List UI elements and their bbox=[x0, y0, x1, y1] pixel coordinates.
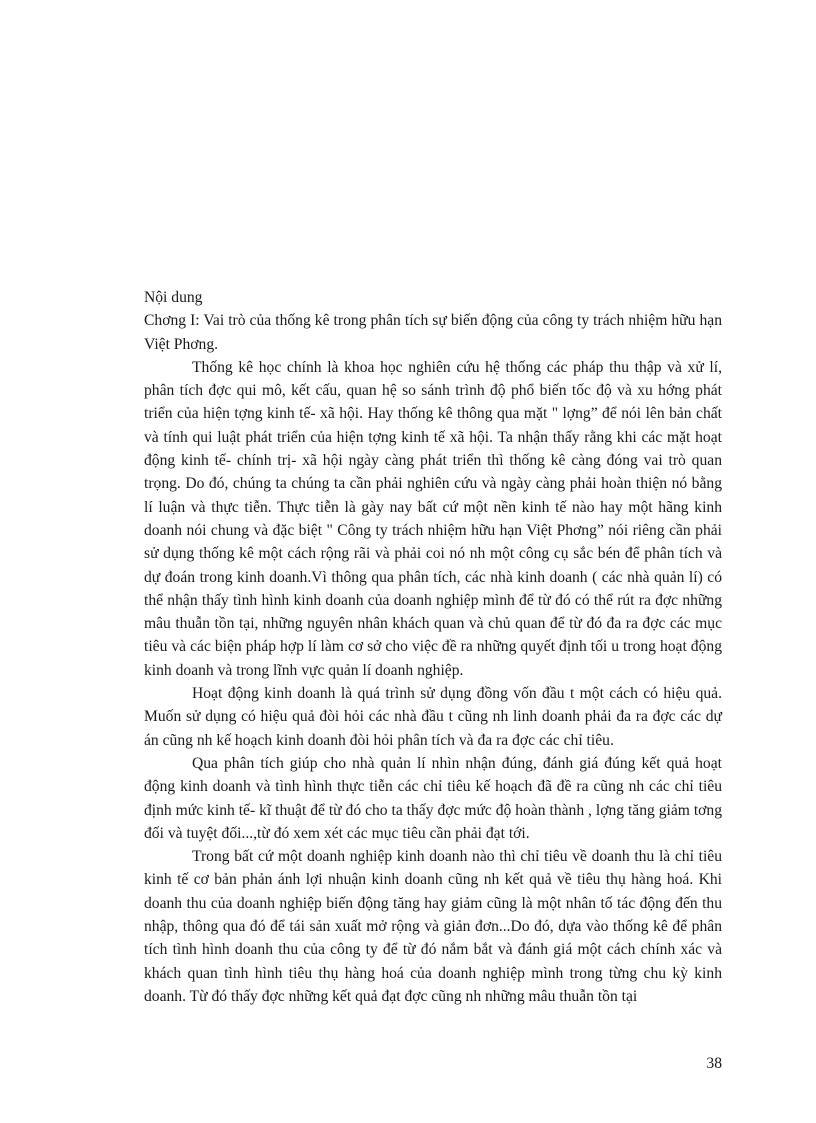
chapter-title: Chơng I: Vai trò của thống kê trong phân tích sự biến động của công ty trách nhiệm hữu hạn Việt Phơng. bbox=[144, 312, 722, 353]
paragraph-1: Thống kê học chính là khoa học nghiên cứu hệ thống các pháp thu thập và xử lí, phân tích đợc qui mô, kết cấu, quan hệ so sánh trình độ phổ biến tốc độ và xu hớng phát triển của hiện tợng kinh tế- xã hội. Hay thống kê thông qua mặt " lợng” để nói lên bản chất và tính qui luật phát triển của hiện tợng kinh tế xã hội. Ta nhận thấy rằng khi các mặt hoạt động kinh tế- chính trị- xã hội ngày càng phát triển thì thống kê càng đóng vai trò quan trọng. Do đó, chúng ta chúng ta cần phải nghiên cứu và ngày càng phải hoàn thiện nó bằng lí luận và thực tiễn. Thực tiễn là gày nay bất cứ một nền kinh tế nào hay một hãng kinh doanh nói chung và đặc biệt " Công ty trách nhiệm hữu hạn Việt Phơng” nói riêng cần phải sử dụng thống kê một cách rộng rãi và phải coi nó nh một công cụ sắc bén để phân tích và dự đoán trong kinh doanh.Vì thông qua phân tích, các nhà kinh doanh ( các nhà quản lí) có thể nhận thấy tình hình kinh doanh của doanh nghiệp mình để từ đó có thể rút ra đợc những mâu thuẫn tồn tại, những nguyên nhân khách quan và chủ quan để từ đó đa ra đợc các mục tiêu và các biện pháp hợp lí làm cơ sở cho việc đề ra những quyết định tối u trong hoạt động kinh doanh và trong lĩnh vực quản lí doanh nghiệp. bbox=[144, 358, 722, 679]
paragraph-2: Hoạt động kinh doanh là quá trình sử dụng đồng vốn đầu t một cách có hiệu quả. Muốn sử dụng có hiệu quả đòi hỏi các nhà đầu t cũng nh linh doanh phải đa ra đợc các dự án cũng nh kế hoạch kinh doanh đòi hỏi phân tích và đa ra đợc các chỉ tiêu. bbox=[144, 685, 722, 749]
section-title: Nội dung bbox=[144, 289, 203, 306]
paragraph-3: Qua phân tích giúp cho nhà quản lí nhìn nhận đúng, đánh giá đúng kết quả hoạt động kinh doanh và tình hình thực tiễn các chỉ tiêu kế hoạch đã đề ra cũng nh các chỉ tiêu định mức kinh tế- kĩ thuật để từ đó cho ta thấy đợc mức độ hoàn thành , lợng tăng giảm tơng đối và tuyệt đối...,từ đó xem xét các mục tiêu cần phải đạt tới. bbox=[144, 754, 722, 842]
paragraph-4: Trong bất cứ một doanh nghiệp kinh doanh nào thì chỉ tiêu về doanh thu là chỉ tiêu kinh tế cơ bản phản ánh lợi nhuận kinh doanh cũng nh kết quả về tiêu thụ hàng hoá. Khi doanh thu của doanh nghiệp biến động tăng hay giảm cũng là một nhân tố tác động đến thu nhập, thông qua đó để tái sản xuất mở rộng và giản đơn...Do đó, dựa vào thống kê để phân tích tình hình doanh thu của công ty để từ đó nắm bắt và đánh giá một cách chính xác và khách quan tình hình tiêu thụ hàng hoá của doanh nghiệp mình trong từng chu kỳ kinh doanh. Từ đó thấy đợc những kết quả đạt đợc cũng nh những mâu thuẫn tồn tại bbox=[144, 848, 722, 1005]
page-number: 38 bbox=[706, 1055, 722, 1072]
document-body bbox=[144, 286, 722, 1008]
